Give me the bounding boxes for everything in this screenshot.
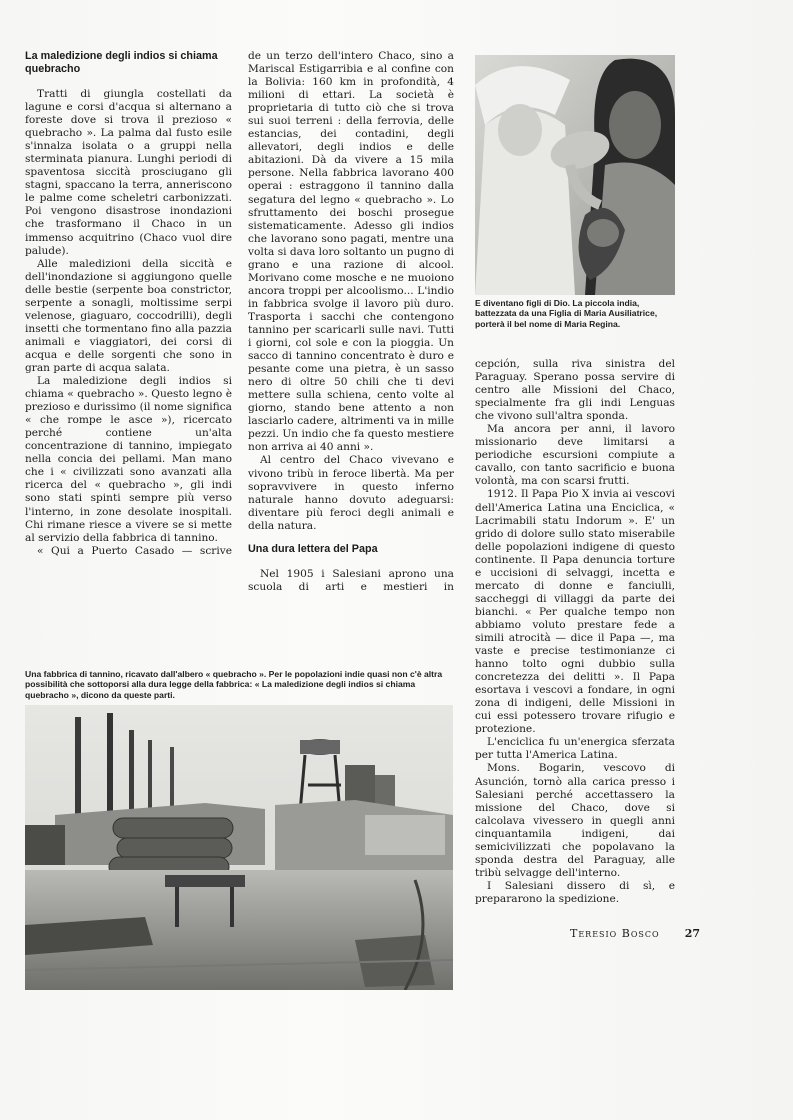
paragraph: L'enciclica fu un'energica sferzata per tutta l'America Latina.	[475, 736, 675, 762]
paragraph: Al centro del Chaco vivevano e vivono tribù in feroce libertà. Ma per sopravvivere in questo inferno naturale hanno dovuto adeguarsi: diventare più feroci degli animali e della natura.	[248, 454, 454, 532]
paragraph: Tratti di giungla costellati da lagune e corsi d'acqua si alternano a foreste dove si trova il prezioso « quebracho ». La palma dal fusto esile s'innalza isolata o a gruppi nella sterminata pianura. Lunghi periodi di spaventosa siccità prosciugano gli stagni, spaccano la terra, anneriscono le palme come scheletri carbonizzati. Poi vengono disastrose inondazioni che trasformano il Chaco in un immenso acquitrino (Chaco vuol dire palude).	[25, 88, 232, 257]
factory-photo-image	[25, 705, 453, 990]
photo-nun-with-child	[475, 55, 675, 295]
section-title-lettera: Una dura lettera del Papa	[248, 542, 378, 555]
paragraph: « Qui a Puerto Casado — scrive	[37, 544, 232, 557]
paragraph-continued: de un terzo dell'intero Chaco, sino a Mariscal Estigarribia e al confine con la Bolivia: 160 km in profondità, 4 milioni di ettari. La società è proprietaria di tutto ciò che si trova sui suoi terreni : della ferrovia, delle estancias, dei contadini, degli allevatori, degli indios e delle abitazioni. Dà da vivere a 15 mila persone. Nella fabbrica lavorano 400 operai : estraggono il tannino dalla segatura del legno « quebracho ». Lo sfruttamento dei boschi prosegue sistematicamente. Adesso gli indios che lavorano sono pagati, mentre una volta si dava loro soltanto un pugno di grano e una razione di alcool. Morivano come mosche e ne muoiono ancora troppi per alcoolismo... L'indio in fabbrica svolge il lavoro più duro. Trasporta i sacchi che contengono tannino per scaricarli sulle navi. Tutti i giorni, col sole e con la pioggia. Un sacco di tannino concentrato è duro e pesante come una pietra, è un sasso nero di oltre 50 chili che ti devi mettere sulla schiena, cento volte al giorno, stando bene attento a non lasciarlo cadere, altrimenti va in mille pezzi. Un indio che fa questo mestiere non arriva ai 40 anni ».	[248, 50, 454, 454]
page-number: 27	[684, 927, 700, 940]
paragraph: La maledizione degli indios si chiama « quebracho ». Questo legno è prezioso e durissimo (il nome significa « che rompe le asce »), ricercato perché contiene un'alta concentrazione di tannino, impiegato nella concia dei pellami. Man mano che i « civilizzati sono avanzati alla ricerca del « quebracho », gli indi sono stati spinti sempre più verso l'interno, in zone desolate inospitali. Chi rimane riesce a vivere se si mette al servizio della fabbrica di tannino.	[25, 375, 232, 544]
column-middle	[248, 50, 454, 594]
photo-tannin-factory	[25, 705, 453, 990]
paragraph: 1912. Il Papa Pio X invia ai vescovi dell'America Latina una Enciclica, « Lacrimabili statu Indorum ». E' un grido di dolore sullo stato miserabile delle popolazioni indigene di questo continente. Il Papa denuncia torture e uccisioni di selvaggi, incetta e mercato di donne e fanciulli, saccheggi di villaggi da parte dei bianchi. « Per qualche tempo non abbiamo voluto prestare fede a simili atrocità — dice il Papa —, ma vaste e precise testimonianze ci hanno tolto ogni dubbio sulla concretezza dei delitti ». Il Papa esortava i vescovi a fondare, in ogni zona di indigeni, delle Missioni in cui essi potessero trovare rifugio e protezione.	[475, 488, 675, 736]
page-footer	[570, 927, 700, 940]
paragraph: Alle maledizioni della siccità e dell'inondazione si aggiungono quelle delle bestie (serpente boa constrictor, serpente a sonagli, moltissime serpi velenose, giaguaro, coccodrilli), degli insetti che tormentano fino alla pazzia animali e viaggiatori, dei corsi di acqua e delle sorgenti che sono in gran parte di acqua salata.	[25, 257, 232, 374]
column-left	[25, 50, 232, 558]
paragraph: Nel 1905 i Salesiani aprono una scuola di arti e mestieri in	[248, 567, 454, 593]
column-right	[475, 358, 675, 906]
paragraph: Mons. Bogarin, vescovo di Asunción, tornò alla carica presso i Salesiani perché accettassero la missione del Chaco, dove si calcolava vivessero in quegli anni cinquantamila indigeni, dai semicivilizzati che popolavano la sponda destra del Paraguay, alle tribù selvagge dell'interno.	[475, 762, 675, 879]
paragraph: Ma ancora per anni, il lavoro missionario deve limitarsi a periodiche escursioni compiute a cavallo, con tanto sacrificio e buona volontà, ma con scarsi frutti.	[475, 423, 675, 488]
caption-factory-photo: Una fabbrica di tannino, ricavato dall'albero « quebracho ». Per le popolazioni indie quasi non c'è altra possibilità che sottoporsi alla dura legge della fabbrica: « La maledizione degli indios si chiama quebracho », dicono da queste parti.	[25, 669, 443, 700]
caption-nun-photo: E diventano figli di Dio. La piccola india, battezzata da una Figlia di Maria Ausiliatrice, porterà il bel nome di Maria Regina.	[475, 298, 658, 329]
paragraph: I Salesiani dissero di sì, e prepararono la spedizione.	[475, 879, 675, 905]
section-title-maledizione: La maledizione degli indios si chiama quebracho	[25, 50, 218, 75]
author-name: Teresio Bosco	[570, 927, 660, 940]
paragraph-continued: cepción, sulla riva sinistra del Paraguay. Sperano possa servire di centro alle Missioni del Chaco, specialmente fra gli indi Lenguas che vivono sull'altra sponda.	[475, 358, 675, 423]
nun-photo-image	[475, 55, 675, 295]
